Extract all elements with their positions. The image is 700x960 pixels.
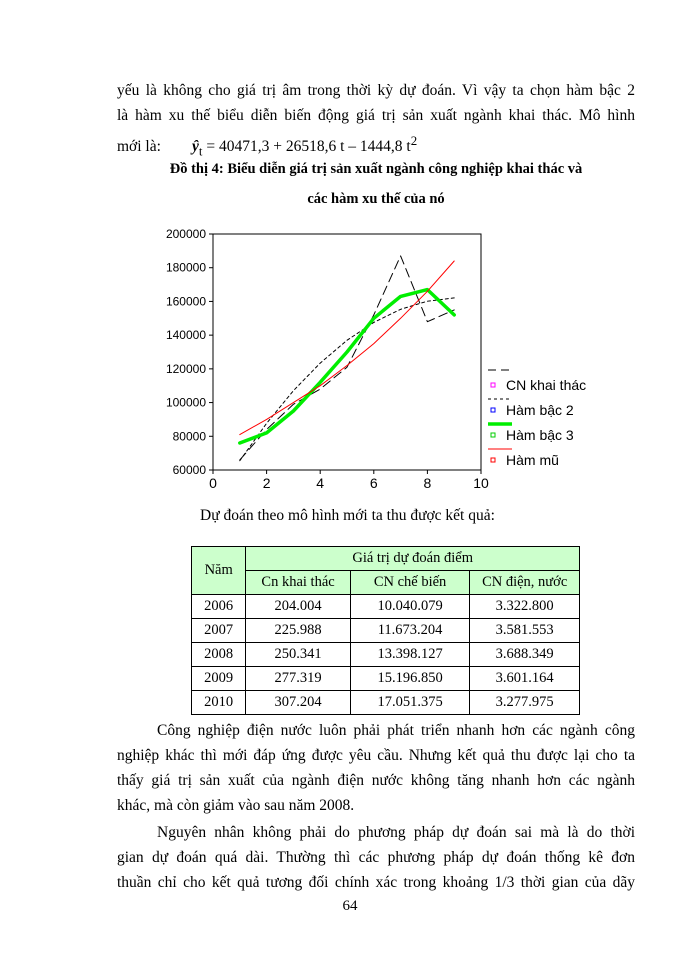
value-cell: 11.673.204: [350, 619, 470, 643]
y-tick-label: 140000: [165, 328, 206, 343]
paragraph-line: Công nghiệp điện nước luôn phải phát triển nhanh hơn các ngành công: [157, 722, 635, 739]
value-cell: 13.398.127: [350, 643, 470, 667]
table-row: [192, 619, 580, 643]
x-tick-label: 0: [209, 475, 217, 491]
forecast-table: [191, 546, 580, 715]
column-header: CN chế biến: [350, 571, 470, 595]
x-axis: [209, 470, 489, 491]
column-header: Cn khai thác: [246, 571, 350, 595]
year-cell: 2006: [192, 595, 246, 619]
chart-legend: [488, 370, 586, 468]
paragraph-3: [117, 820, 635, 895]
column-header: CN điện, nước: [470, 571, 580, 595]
x-tick-label: 6: [369, 475, 378, 491]
value-cell: 3.601.164: [470, 667, 580, 691]
formula-superscript: 2: [410, 133, 418, 148]
year-cell: 2008: [192, 643, 246, 667]
legend-label: CN khai thác: [506, 377, 587, 393]
value-cell: 10.040.079: [350, 595, 470, 619]
formula-rhs: = 40471,3 + 26518,6 t – 1444,8 t: [202, 138, 411, 156]
paragraph-2: [117, 718, 635, 818]
y-tick-label: 200000: [165, 227, 206, 241]
paragraph-line: là hàm xu thế biểu diễn biến động giá trị sản xuất ngành khai thác. Mô hình: [117, 107, 635, 124]
value-cell: 3.581.553: [470, 619, 580, 643]
y-tick-label: 60000: [172, 463, 206, 477]
paragraph-line: yếu là không cho giá trị âm trong thời kỳ dự đoán. Vì vậy ta chọn hàm bậc 2: [117, 82, 635, 99]
table-row: [192, 691, 580, 715]
paragraph-line: khác, mà còn giảm vào sau năm 2008.: [117, 797, 355, 814]
value-cell: 204.004: [246, 595, 350, 619]
caption-line: Đồ thị 4: Biểu diễn giá trị sản xuất ngành công nghiệp khai thác và: [169, 161, 583, 177]
year-cell: 2007: [192, 619, 246, 643]
page-number: 64: [342, 898, 358, 914]
paragraph-line: gian dự đoán quá dài. Thường thì các phương pháp dự đoán thống kê đơn: [117, 849, 635, 866]
table-row: [192, 643, 580, 667]
value-cell: 15.196.850: [350, 667, 470, 691]
y-tick-label: 160000: [165, 294, 206, 309]
year-header: Năm: [192, 547, 246, 595]
legend-label: Hàm bậc 3: [506, 427, 574, 443]
legend-marker: [491, 458, 495, 462]
y-tick-label: 80000: [172, 429, 206, 444]
formula-y-hat: ŷ: [192, 138, 199, 156]
chart-caption: [117, 154, 635, 214]
x-tick-label: 2: [262, 475, 271, 491]
top-paragraph: [117, 78, 635, 163]
paragraph-line: Nguyên nhân không phải do phương pháp dự đoán sai mà là do thời: [157, 824, 635, 841]
forecast-intro: Dự đoán theo mô hình mới ta thu được kết quả:: [200, 507, 495, 524]
value-cell: 307.204: [246, 691, 350, 715]
table-row: [192, 595, 580, 619]
x-tick-label: 8: [423, 475, 432, 491]
table-row: [192, 667, 580, 691]
value-cell: 250.341: [246, 643, 350, 667]
value-cell: 3.322.800: [470, 595, 580, 619]
y-tick-label: 120000: [165, 361, 206, 376]
value-cell: 3.277.975: [470, 691, 580, 715]
formula-subscript: t: [198, 143, 203, 159]
chart-svg: [150, 222, 620, 494]
paragraph-line: nghiệp khác thì mới đáp ứng được yêu cầu. Nhưng kết quả thu được lại cho ta: [117, 747, 635, 764]
legend-label: Hàm bậc 2: [506, 402, 574, 418]
trend-chart: [150, 222, 620, 494]
y-axis: [166, 227, 213, 477]
value-cell: 225.988: [246, 619, 350, 643]
paragraph-line: thấy giá trị sản xuất của ngành điện nước không tăng nhanh hơn các ngành: [117, 772, 635, 789]
year-cell: 2010: [192, 691, 246, 715]
paragraph-line: thuần chỉ cho kết quả tương đối chính xác trong khoảng 1/3 thời gian của dãy: [117, 874, 635, 891]
value-cell: 277.319: [246, 667, 350, 691]
legend-marker: [491, 383, 495, 387]
y-tick-label: 100000: [165, 395, 206, 410]
legend-marker: [491, 433, 495, 437]
year-cell: 2009: [192, 667, 246, 691]
legend-marker: [491, 408, 495, 412]
x-tick-label: 10: [473, 475, 489, 491]
x-tick-label: 4: [316, 475, 325, 491]
value-cell: 3.688.349: [470, 643, 580, 667]
value-cell: 17.051.375: [350, 691, 470, 715]
y-tick-label: 180000: [165, 260, 206, 275]
group-header: Giá trị dự đoán điểm: [246, 547, 580, 571]
formula-label: mới là:: [117, 138, 161, 156]
caption-line: các hàm xu thế của nó: [307, 191, 445, 207]
legend-label: Hàm mũ: [506, 452, 559, 468]
